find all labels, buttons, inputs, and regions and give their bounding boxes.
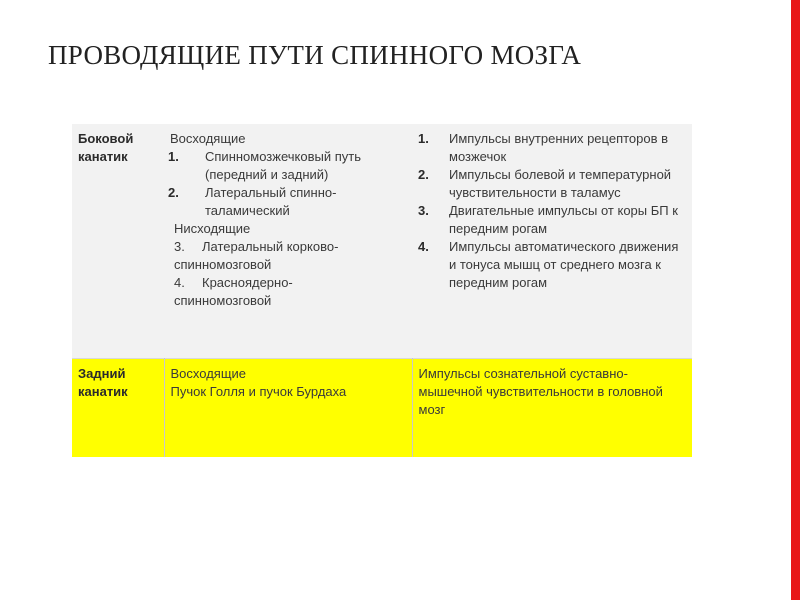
lateral-name-cell	[72, 124, 164, 359]
list-number: 3.	[418, 203, 429, 218]
posterior-function-cell	[412, 359, 692, 458]
accent-bar	[791, 0, 800, 600]
list-number: 3.	[174, 239, 185, 254]
pathways-table	[72, 124, 692, 457]
list-number: 1.	[168, 149, 179, 164]
posterior-name-cell	[72, 359, 164, 458]
list-text-continued: спинномозговой	[174, 257, 272, 272]
list-number: 1.	[418, 131, 429, 146]
list-text: Двигательные импульсы от коры БП к передним рогам	[449, 203, 678, 236]
table-row-posterior	[72, 359, 692, 458]
lateral-name-line1: Боковой	[78, 131, 134, 146]
list-text: Латеральный корково-	[202, 239, 339, 254]
list-number: 4.	[174, 275, 185, 290]
list-number: 2.	[168, 185, 179, 200]
lateral-ascending-list	[168, 148, 406, 220]
lateral-name-line2: канатик	[78, 149, 128, 164]
lateral-ascending-header: Восходящие	[170, 131, 246, 146]
list-text: Импульсы автоматического движения и тонуса мышц от среднего мозга к передним рогам	[449, 239, 679, 290]
list-item	[168, 184, 406, 220]
list-text: Импульсы болевой и температурной чувствительности в таламус	[449, 167, 672, 200]
list-text: Импульсы внутренних рецепторов в мозжечок	[449, 131, 669, 164]
list-text: Красноядерно-	[202, 275, 293, 290]
lateral-tracts-cell	[164, 124, 412, 359]
list-text-continued: спинномозговой	[174, 293, 272, 308]
posterior-name-line1: Задний	[78, 366, 126, 381]
list-item	[418, 166, 686, 202]
posterior-name-line2: канатик	[78, 384, 128, 399]
lateral-functions-list	[418, 130, 686, 292]
list-item	[418, 130, 686, 166]
list-item	[168, 148, 406, 184]
posterior-tracts-text: Пучок Голля и пучок Бурдаха	[170, 384, 347, 399]
lateral-functions-cell	[412, 124, 692, 359]
list-text: Спинномозжечковый путь (передний и задний)	[205, 149, 361, 182]
table-row-lateral	[72, 124, 692, 359]
list-item	[418, 238, 686, 292]
list-item	[168, 274, 406, 310]
lateral-descending-header: Нисходящие	[174, 221, 251, 236]
list-item	[418, 202, 686, 238]
posterior-tracts-cell	[164, 359, 412, 458]
list-text: Латеральный спинно-таламический	[205, 185, 337, 218]
posterior-ascending-header: Восходящие	[170, 366, 247, 381]
posterior-function-text: Импульсы сознательной суставно-мышечной чувствительности в головной мозг	[418, 366, 663, 417]
slide-title: ПРОВОДЯЩИЕ ПУТИ СПИННОГО МОЗГА	[48, 40, 582, 70]
list-item	[168, 238, 406, 274]
list-number: 4.	[418, 239, 429, 254]
list-number: 2.	[418, 167, 429, 182]
